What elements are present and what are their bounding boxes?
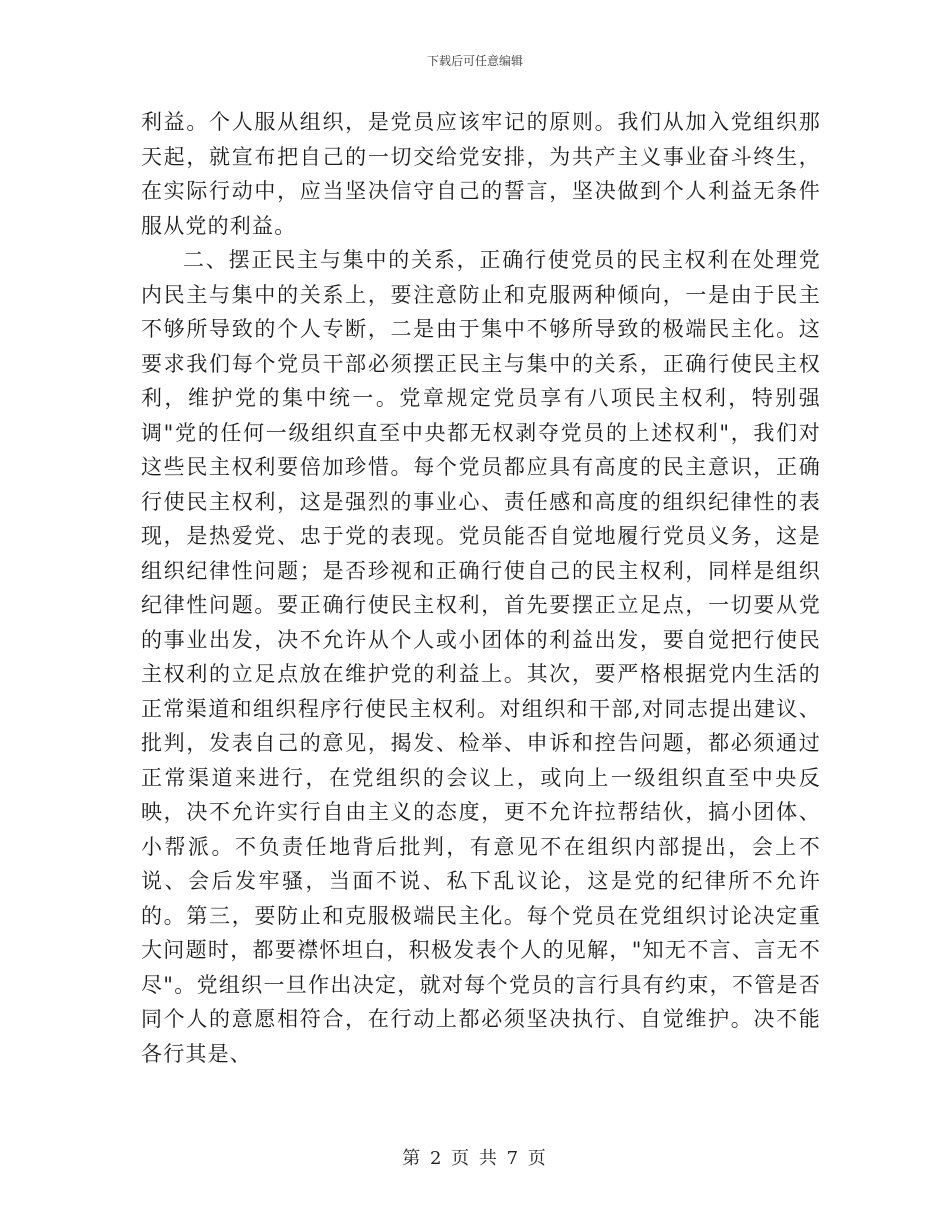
paragraph-continuation: 利益。个人服从组织，是党员应该牢记的原则。我们从加入党组织那天起，就宣布把自己的一切交给党安排，为共产主义事业奋斗终生，在实际行动中，应当坚决信守自己的誓言，坚决做到个人利益无条件服从党的利益。 bbox=[141, 110, 821, 238]
paragraph-section-two: 二、摆正民主与集中的关系，正确行使党员的民主权利在处理党内民主与集中的关系上，要注意防止和克服两种倾向，一是由于民主不够所导致的个人专断，二是由于集中不够所导致的极端民主化。这要求我们每个党员干部必须摆正民主与集中的关系，正确行使民主权利，维护党的集中统一。党章规定党员享有八项民主权利，特别强调"党的任何一级组织直至中央都无权剥夺党员的上述权利"，我们对这些民主权利要倍加珍惜。每个党员都应具有高度的民主意识，正确行使民主权利，这是强烈的事业心、责任感和高度的组织纪律性的表现，是热爱党、忠于党的表现。党员能否自觉地履行党员义务，这是组织纪律性问题；是否珍视和正确行使自己的民主权利，同样是组织纪律性问题。要正确行使民主权利，首先要摆正立足点，一切要从党的事业出发，决不允许从个人或小团体的利益出发，要自觉把行使民主权利的立足点放在维护党的利益上。其次，要严格根据党内生活的正常渠道和组织程序行使民主权利。对组织和干部,对同志提出建议、批判，发表自己的意见，揭发、检举、申诉和控告问题，都必须通过正常渠道来进行，在党组织的会议上，或向上一级组织直至中央反映，决不允许实行自由主义的态度，更不允许拉帮结伙，搞小团体、小帮派。不负责任地背后批判，有意见不在组织内部提出，会上不说、会后发牢骚，当面不说、私下乱议论，这是党的纪律所不允许的。第三，要防止和克服极端民主化。每个党员在党组织讨论决定重大问题时，都要襟怀坦白，积极发表个人的见解，"知无不言、言无不尽"。党组织一旦作出决定，就对每个党员的言行具有约束，不管是否同个人的意愿相符合，在行动上都必须坚决执行、自觉维护。决不能各行其是、 bbox=[141, 248, 821, 1066]
document-body bbox=[141, 105, 821, 1071]
page-header-note: 下载后可任意编辑 bbox=[426, 54, 523, 68]
page-number-footer: 第 2 页 共 7 页 bbox=[402, 1148, 548, 1169]
